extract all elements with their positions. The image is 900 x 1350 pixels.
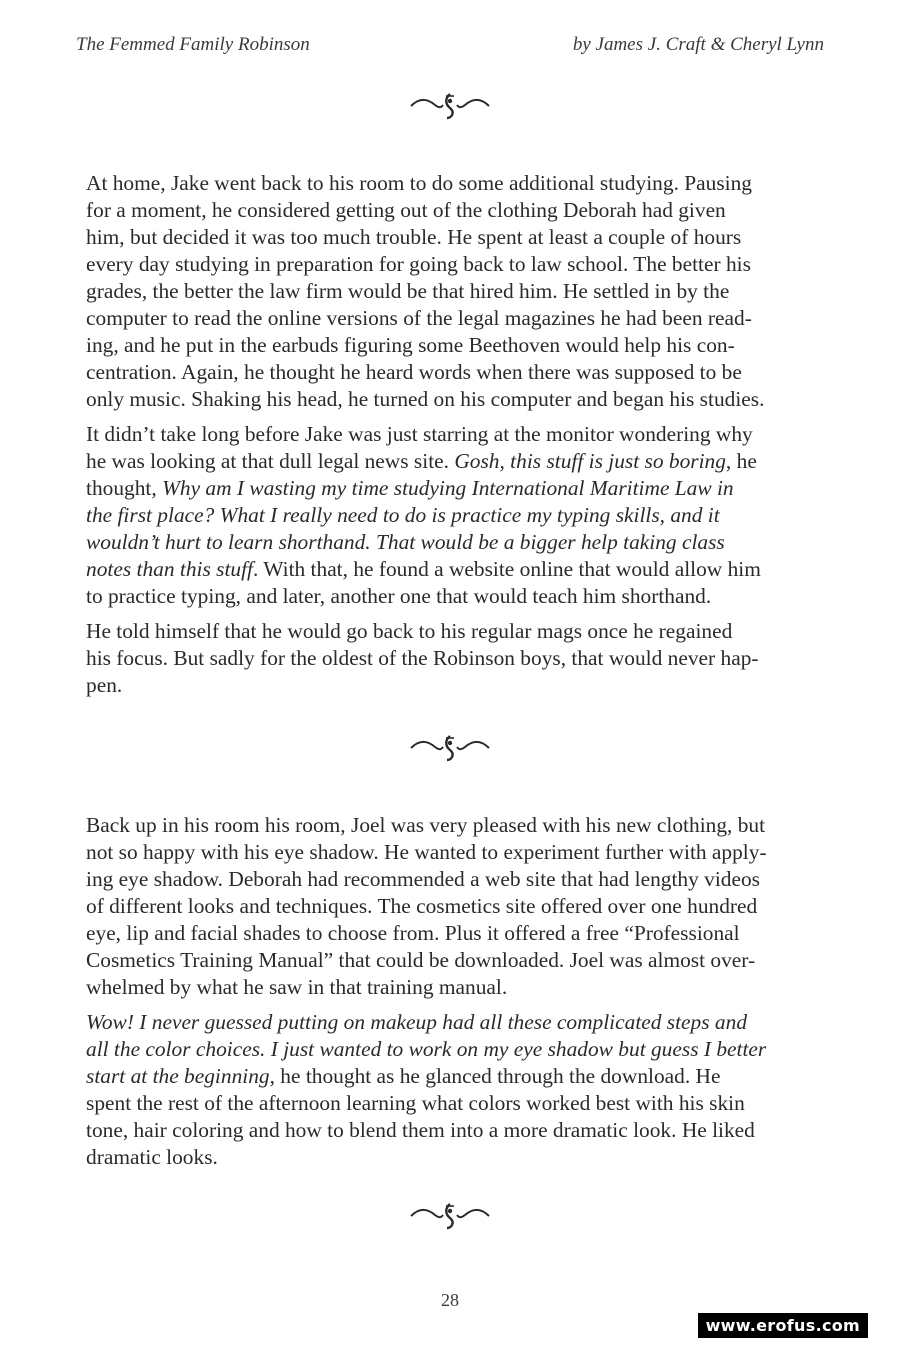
page-number: 28: [441, 1290, 459, 1310]
text-line: grades, the better the law firm would be that hired him. He settled in by the: [86, 279, 730, 303]
text-line: only music. Shaking his head, he turned on his computer and began his studies.: [86, 387, 765, 411]
text-line: [76, 1009, 826, 1036]
text-line: [76, 529, 826, 556]
text-line: computer to read the online versions of the legal magazines he had been read-: [86, 306, 752, 330]
text-line: of different looks and techniques. The cosmetics site offered over one hundred: [86, 894, 758, 918]
text-line: dramatic looks.: [86, 1145, 218, 1169]
text-run: , he thought as he glanced through the download. He: [269, 1064, 721, 1088]
text-line: [76, 1036, 826, 1063]
text-line: He told himself that he would go back to his regular mags once he regained: [86, 619, 733, 643]
text-line: [76, 448, 826, 475]
italic-run: Why am I wasting my time studying International Maritime Law in: [162, 476, 734, 500]
text-line: ing, and he put in the earbuds figuring some Beethoven would help his con-: [86, 333, 735, 357]
italic-run: the first place? What I really need to do is practice my typing skills, and it: [86, 503, 720, 527]
paragraph: [76, 421, 826, 610]
text-line: Back up in his room his room, Joel was very pleased with his new clothing, but: [86, 813, 766, 837]
text-line: At home, Jake went back to his room to do some additional studying. Pausing: [86, 171, 753, 195]
italic-run: all the color choices. I just wanted to work on my eye shadow but guess I better: [86, 1037, 767, 1061]
text-line: It didn’t take long before Jake was just starring at the monitor wondering why: [86, 422, 753, 446]
paragraph: [76, 812, 826, 1001]
running-header: [76, 34, 824, 60]
paragraph: [76, 618, 826, 699]
fleuron-divider-icon: [0, 730, 900, 764]
site-watermark: www.erofus.com: [698, 1313, 868, 1338]
text-run: . With that, he found a website online that would allow him: [252, 557, 761, 581]
italic-run: Gosh, this stuff is just so boring: [454, 449, 726, 473]
text-line: to practice typing, and later, another one that would teach him shorthand.: [86, 584, 712, 608]
text-line: him, but decided it was too much trouble. He spent at least a couple of hours: [86, 225, 742, 249]
italic-run: start at the beginning: [86, 1064, 270, 1088]
text-line: Cosmetics Training Manual” that could be downloaded. Joel was almost over-: [86, 948, 756, 972]
text-run: thought,: [86, 476, 163, 500]
text-run: , he: [725, 449, 757, 473]
text-line: for a moment, he considered getting out of the clothing Deborah had given: [86, 198, 726, 222]
text-run: he was looking at that dull legal news site.: [86, 449, 455, 473]
fleuron-divider-icon: [0, 88, 900, 122]
text-line: his focus. But sadly for the oldest of the Robinson boys, that would never hap-: [86, 646, 759, 670]
book-authors: by James J. Craft & Cheryl Lynn: [572, 34, 824, 55]
text-line: [76, 475, 826, 502]
text-line: not so happy with his eye shadow. He wanted to experiment further with apply-: [86, 840, 767, 864]
text-line: eye, lip and facial shades to choose from. Plus it offered a free “Professional: [86, 921, 740, 945]
text-line: [76, 556, 826, 583]
text-line: ing eye shadow. Deborah had recommended a web site that had lengthy videos: [86, 867, 760, 891]
text-line: centration. Again, he thought he heard words when there was supposed to be: [86, 360, 742, 384]
text-line: [76, 502, 826, 529]
italic-run: notes than this stuff: [86, 557, 253, 581]
section-one: [76, 170, 826, 707]
text-line: pen.: [86, 673, 123, 697]
text-line: [76, 1063, 826, 1090]
text-line: tone, hair coloring and how to blend them into a more dramatic look. He liked: [86, 1118, 755, 1142]
italic-run: wouldn’t hurt to learn shorthand. That would be a bigger help taking class: [86, 530, 725, 554]
fleuron-divider-icon: [0, 1198, 900, 1232]
text-line: spent the rest of the afternoon learning what colors worked best with his skin: [86, 1091, 745, 1115]
text-line: every day studying in preparation for going back to law school. The better his: [86, 252, 751, 276]
paragraph: [76, 1009, 826, 1171]
italic-run: Wow! I never guessed putting on makeup had all these complicated steps and: [86, 1010, 748, 1034]
text-line: whelmed by what he saw in that training manual.: [86, 975, 508, 999]
book-title: The Femmed Family Robinson: [76, 34, 310, 55]
section-two: [76, 812, 826, 1179]
paragraph: [76, 170, 826, 413]
